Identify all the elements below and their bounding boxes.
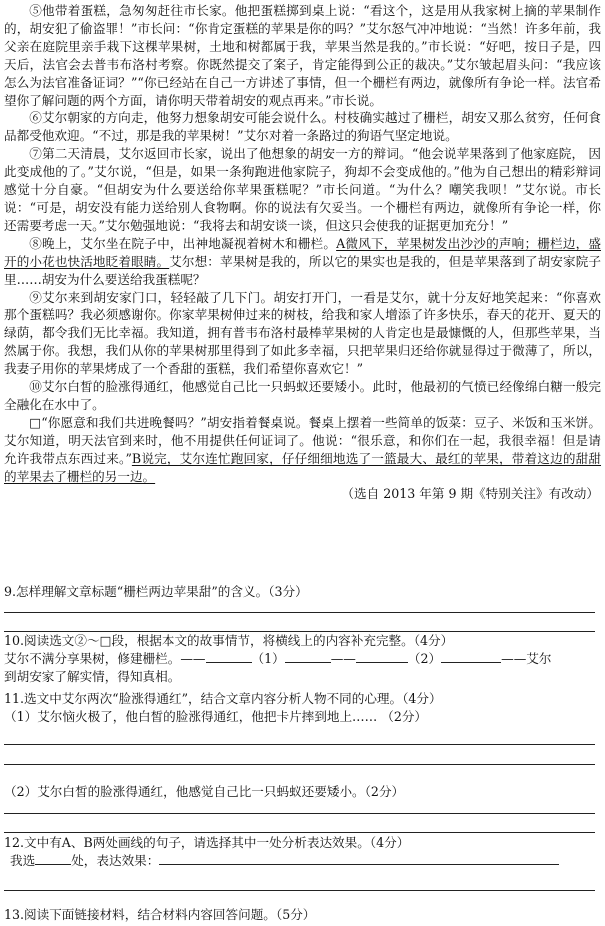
question-11-text: 11.选文中艾尔两次“脸涨得通红”，结合文章内容分析人物不同的心理。（4分） <box>4 691 442 706</box>
question-11-part-1: （1）艾尔恼火极了，他白皙的脸涨得通红，他把卡片摔到地上…… （2分） <box>4 708 428 724</box>
question-10 <box>0 632 605 686</box>
question-11-part-2-wrap <box>0 783 605 801</box>
choice-prefix: 我选 <box>10 852 36 868</box>
answer-line-q12-2[interactable] <box>0 890 605 891</box>
question-12-choice <box>0 852 605 870</box>
blank-1-left[interactable] <box>206 662 252 663</box>
question-13 <box>0 906 605 924</box>
story-text <box>0 2 605 503</box>
underlined-sentence-b: B说完，艾尔连忙跑回家，仔仔细细地选了一篮最大、最红的苹果，带着这边的甜甜的苹果去了栅栏的另一边。 <box>4 450 602 484</box>
question-12-text: 12.文中有A、B两处画线的句子，请选择其中一处分析表达效果。（4分） <box>4 835 410 850</box>
paragraph-8-intro: ⑧晚上，艾尔坐在院子中，出神地凝视着树木和栅栏。 <box>29 235 337 251</box>
paragraph-8 <box>0 235 605 289</box>
underlined-sentence-a: A微风下，苹果树发出沙沙的声响；栅栏边，盛开的小花也快活地眨着眼睛。 <box>4 235 601 269</box>
source-note: （选自 2013 年第 9 期《特别关注》有改动） <box>341 486 599 502</box>
answer-line-q11-2b[interactable] <box>0 832 605 833</box>
question-9-text: 9.怎样理解文章标题“栅栏两边苹果甜”的含义。（3分） <box>4 584 308 599</box>
blank-2-left[interactable] <box>356 662 408 663</box>
blank-1-right[interactable] <box>285 662 331 663</box>
question-10-text: 10.阅读选文②～□段，根据本文的故事情节，将横线上的内容补充完整。（4分） <box>4 633 454 648</box>
question-11-part-2: （2）艾尔白皙的脸涨得通红，他感觉自己比一只蚂蚁还要矮小。（2分） <box>4 784 405 799</box>
paragraph-8-rest: 艾尔想：苹果树是我的，所以它的果实也是我的，但是苹果落到了胡安家院子里……胡安为什么要送给我蛋糕呢？ <box>4 253 602 287</box>
blank-2-right[interactable] <box>441 662 501 663</box>
paragraph-6: ⑥艾尔朝家的方向走，他努力想象胡安可能会说什么。村枝确实越过了栅栏，胡安又那么贫穷，任何食品都受他欢迎。“不过，那是我的苹果树！”艾尔对着一条路过的狗语气坚定地说。 <box>4 110 601 144</box>
blank-2-marker: （2） <box>407 650 442 666</box>
chain-end: ——艾尔 <box>501 650 552 666</box>
question-10-chain <box>0 650 605 668</box>
chain-start: 艾尔不满分享果树，修建栅栏。—— <box>4 650 206 666</box>
question-12 <box>0 834 605 870</box>
paragraph-10: ⑩艾尔白皙的脸涨得通红，他感觉自己比一只蚂蚁还要矮小。此时，他最初的气愤已经像绵白糖一般完全融化在水中了。 <box>4 379 601 412</box>
question-9 <box>0 583 605 601</box>
effect-blank[interactable] <box>159 864 559 865</box>
paragraph-11-intro: □“你愿意和我们共进晚餐吗？”胡安指着餐桌说。餐桌上摆着一些简单的饭菜：豆子、米饭和玉米饼。艾尔知道，明天法官到来时，他不用提供任何证词了。他说：“很乐意，和你们在一起，我很幸福！但是请允许我带点东西过来。” <box>4 414 601 466</box>
answer-line-q11-2a[interactable] <box>0 813 605 814</box>
choice-suffix: 处，表达效果： <box>71 852 160 868</box>
paragraph-9: ⑨艾尔来到胡安家门口，轻轻敲了几下门。胡安打开门，一看是艾尔，就十分友好地笑起来：“你喜欢那个蛋糕吗？我必须感谢你。你家苹果树伸过来的树枝，给我和家人增添了许多快乐，春天的花开、夏天的绿荫，都令我们无比幸福。我知道，拥有普韦布洛村最棒苹果树的人肯定也是最慷慨的人，但那些苹果，当然属于你。我想，我们从你的苹果树那里得到了如此多幸福，只把苹果归还给你就显得过于微薄了，所以，我妻子用你的苹果烤成了一个香甜的蛋糕，我们希望你喜欢它！” <box>4 289 601 377</box>
paragraph-5: ⑤他带着蛋糕，急匆匆赶往市长家。他把蛋糕掷到桌上说：“看这个，这是用从我家树上摘的苹果制作的，胡安犯了偷盗罪！”市长问：“你肯定蛋糕的苹果是你的吗？”艾尔怒气冲冲地说：“当然！许多年前，我父亲在庭院里亲手栽下这棵苹果树，土地和树都属于我，苹果当然是我的。”市长说：“好吧，按日子是，四天后，法官会去普韦布洛村考察。你既然提交了案子，肯定能得到公正的裁决。”艾尔皱起眉头问：“我应该怎么为法官准备证词？”“你已经站在自己一方讲述了事情，但一个栅栏有两边，就像所有争论一样。法官希望你了解问题的两个方面，请你明天带着胡安的观点再来。”市长说。 <box>4 3 601 108</box>
paragraph-11 <box>0 414 605 486</box>
answer-line-q9-1[interactable] <box>0 612 605 613</box>
answer-line-q11-1a[interactable] <box>0 744 605 745</box>
question-10-chain-end: 到胡安家了解实情，得知真相。 <box>4 668 181 684</box>
choice-blank[interactable] <box>35 864 71 865</box>
paragraph-7: ⑦第二天清晨，艾尔返回市长家，说出了他想象的胡安一方的辩词。“他会说苹果落到了他家庭院， 因此变成他的了。”艾尔说，“但是，如果一条狗跑进他家院子，狗却不会变成他的。”他为自己想出的精彩辩词感觉十分自豪。“但胡安为什么要送给你苹果蛋糕呢？”市长问道。“为什么？嘲笑我呗！”艾尔说。市长说：“可是，胡安没有能力送给别人食物啊。你的说法有欠妥当。一个栅栏有两边，就像所有争论一样，你还需要考虑一天。”艾尔勉强地说：“我将去和胡安谈一谈，但这只会使我的证据更加充分！” <box>4 146 601 233</box>
chain-dash: —— <box>330 650 356 666</box>
answer-line-q11-1b[interactable] <box>0 764 605 765</box>
question-13-text: 13.阅读下面链接材料，结合材料内容回答问题。（5分） <box>4 907 316 922</box>
blank-1-marker: （1） <box>251 650 285 666</box>
question-11 <box>0 690 605 726</box>
